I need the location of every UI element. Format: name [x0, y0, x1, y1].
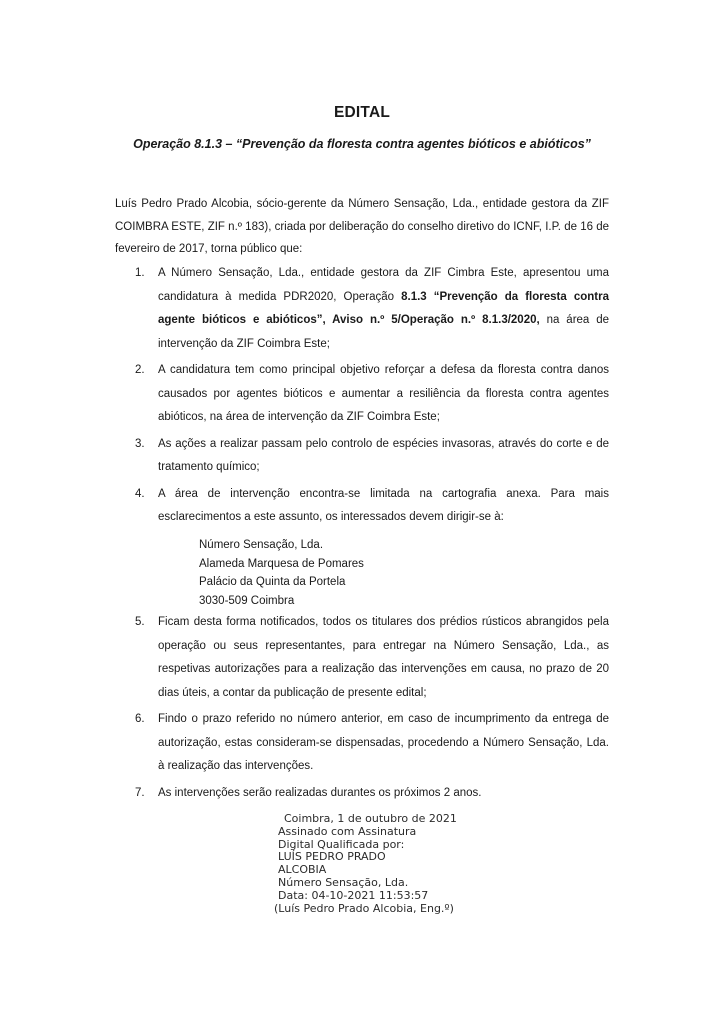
list-item-text: Ficam desta forma notificados, todos os titulares dos prédios rústicos abrangidos pela operação ou seus representantes, para entregar na Número Sensação, Lda., as respetivas autorizações para a realização das intervenções em causa, no prazo de 20 dias úteis, a contar da publicação de presente edital;: [158, 616, 609, 699]
list-number: 1.: [135, 267, 145, 279]
list-item-text: A Número Sensação, Lda., entidade gestora da ZIF Cimbra Este, apresentou uma candidatura à medida PDR2020, Operação: [158, 267, 609, 303]
address-line: Palácio da Quinta da Portela: [199, 576, 346, 588]
list-number: 7.: [135, 786, 145, 799]
list-item-3: [115, 433, 609, 480]
numbered-list-continued: [115, 611, 609, 808]
signer-title: (Luís Pedro Prado Alcobia, Eng.º): [274, 901, 454, 915]
list-item-1: [115, 262, 609, 356]
list-number: 4.: [135, 487, 145, 500]
list-item-text: As intervenções serão realizadas durantes os próximos 2 anos.: [158, 786, 482, 799]
list-item-5: [115, 611, 609, 705]
signer-name: ALCOBIA: [278, 863, 327, 877]
signature-line: Digital Qualificada por:: [278, 837, 405, 851]
list-number: 5.: [135, 616, 145, 628]
numbered-list: [115, 262, 609, 533]
list-item-4: [115, 483, 609, 530]
list-item-text: na área de intervenção da ZIF Coimbra Este;: [158, 314, 610, 350]
signer-organization: Número Sensação, Lda.: [278, 875, 409, 889]
list-item-text: A área de intervenção encontra-se limitada na cartografia anexa. Para mais esclarecimentos a este assunto, os interessados devem dirigir-se à:: [158, 487, 609, 523]
signature-timestamp: Data: 04-10-2021 11:53:57: [278, 888, 429, 902]
address-line: Número Sensação, Lda.: [199, 539, 324, 551]
list-item-2: [115, 359, 609, 430]
address-line: Alameda Marquesa de Pomares: [199, 557, 364, 570]
signer-name: LUÍS PEDRO PRADO: [278, 850, 386, 864]
digital-signature-block: [274, 812, 457, 915]
address-line: 3030-509 Coimbra: [199, 594, 295, 607]
intro-paragraph: Luís Pedro Prado Alcobia, sócio-gerente da Número Sensação, Lda., entidade gestora da ZIF COIMBRA ESTE, ZIF n.º 183), criada por deliberação do conselho diretivo do ICNF, I.P. de 16 de fevereiro de 2017, torna público que:: [115, 198, 609, 255]
list-item-text: A candidatura tem como principal objetivo reforçar a defesa da floresta contra danos causados por agentes bióticos e aumentar a resiliência da floresta contra agentes abióticos, na área de intervenção da ZIF Coimbra Este;: [158, 364, 609, 423]
signature-line: Assinado com Assinatura: [278, 824, 417, 838]
list-item-text: Findo o prazo referido no número anterior, em caso de incumprimento da entrega de autorização, estas consideram-se dispensadas, procedendo a Número Sensação, Lda. à realização das intervenções.: [158, 713, 609, 772]
list-item-text: As ações a realizar passam pelo controlo de espécies invasoras, através do corte e de tratamento químico;: [158, 437, 609, 473]
list-number: 2.: [135, 364, 145, 376]
contact-address: [199, 536, 364, 610]
list-number: 6.: [135, 713, 145, 725]
signature-place-date: Coimbra, 1 de outubro de 2021: [284, 812, 457, 825]
list-item-6: [115, 708, 609, 779]
document-title: EDITAL: [333, 104, 391, 121]
list-item-7: [115, 782, 609, 806]
list-item-bold-text: 8.1.3 “Prevenção da floresta contra agente bióticos e abióticos”, Aviso n.º 5/Operação n.º 8.1.3/2020,: [158, 290, 609, 326]
document-subtitle: Operação 8.1.3 – “Prevenção da floresta contra agentes bióticos e abióticos”: [133, 137, 591, 151]
list-number: 3.: [135, 437, 145, 450]
